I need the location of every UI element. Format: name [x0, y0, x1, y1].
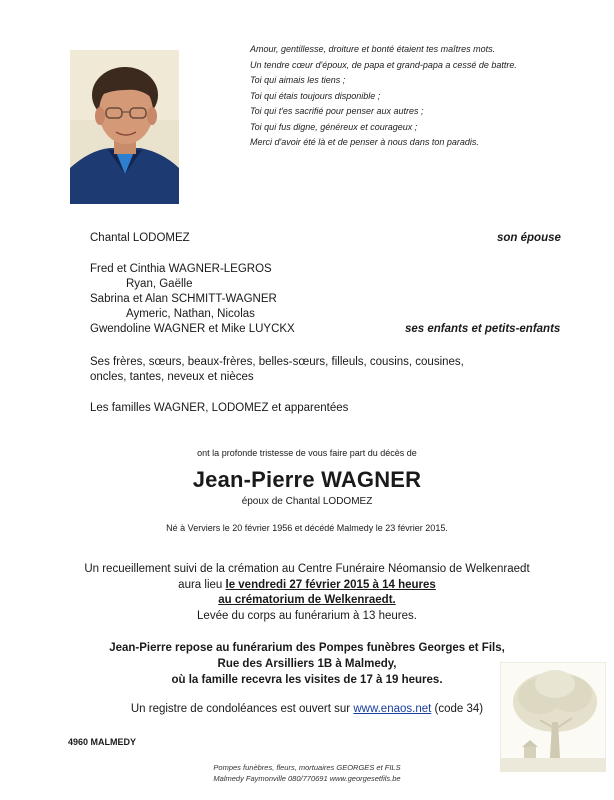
ceremony-details: [0, 562, 614, 624]
footer-line: Pompes funèbres, fleurs, mortuaires GEORGES et FILS: [213, 763, 401, 772]
poem: [250, 42, 590, 151]
deceased-name: Jean-Pierre WAGNER: [192, 467, 422, 492]
grandchildren: Ryan, Gaëlle: [126, 278, 193, 290]
spouse-name: Chantal LODOMEZ: [90, 232, 190, 244]
ceremony-location: au crématorium de Welkenraedt.: [218, 594, 396, 606]
announcement-intro: ont la profonde tristesse de vous faire part du décès de: [197, 448, 417, 458]
extended-families: Les familles WAGNER, LODOMEZ et apparentées: [90, 402, 349, 414]
poem-line: Un tendre cœur d'époux, de papa et grand-papa a cessé de battre.: [250, 59, 517, 70]
grandchildren: Aymeric, Nathan, Nicolas: [126, 308, 255, 320]
poem-line: Toi qui étais toujours disponible ;: [250, 90, 381, 101]
ceremony-prefix: aura lieu: [178, 578, 223, 591]
registry-code: (code 34): [434, 703, 484, 715]
siblings-line: Ses frères, sœurs, beaux-frères, belles-sœurs, filleuls, cousins, cousines,: [90, 356, 464, 368]
spouse-of: époux de Chantal LODOMEZ: [241, 496, 373, 507]
child-family: Gwendoline WAGNER et Mike LUYCKX: [90, 323, 295, 335]
viewing-line: où la famille recevra les visites de 17 à 19 heures.: [171, 674, 443, 686]
poem-line: Amour, gentillesse, droiture et bonté étaient tes maîtres mots.: [250, 44, 496, 54]
poem-line: Merci d'avoir été là et de penser à nous dans ton paradis.: [250, 137, 479, 147]
children-role: ses enfants et petits-enfants: [405, 323, 561, 335]
birth-death-dates: Né à Verviers le 20 février 1956 et décédé Malmedy le 23 février 2015.: [166, 523, 448, 533]
viewing-line: Rue des Arsilliers 1B à Malmedy,: [217, 658, 397, 670]
ceremony-line: Levée du corps au funérarium à 13 heures.: [197, 609, 417, 622]
siblings-line: oncles, tantes, neveux et nièces: [90, 371, 254, 383]
ceremony-date: le vendredi 27 février 2015 à 14 heures: [225, 578, 436, 591]
registry-prefix: Un registre de condoléances est ouvert sur: [130, 703, 351, 715]
portrait-photo: [70, 50, 179, 204]
funeral-home-footer: [0, 762, 614, 784]
spouse-role: son épouse: [497, 232, 561, 244]
town-postcode: 4960 MALMEDY: [68, 737, 137, 747]
tree-illustration: [500, 662, 606, 772]
footer-line: Malmedy Faymonville 080/770691 www.georgesetfils.be: [213, 774, 401, 783]
poem-line: Toi qui t'es sacrifié pour penser aux autres ;: [250, 106, 424, 116]
child-family: Fred et Cinthia WAGNER-LEGROS: [90, 263, 272, 275]
viewing-line: Jean-Pierre repose au funérarium des Pompes funèbres Georges et Fils,: [109, 642, 505, 654]
child-family: Sabrina et Alan SCHMITT-WAGNER: [90, 293, 277, 305]
ceremony-line: Un recueillement suivi de la crémation au Centre Funéraire Néomansio de Welkenraedt: [84, 563, 530, 575]
poem-line: Toi qui fus digne, généreux et courageux ;: [250, 121, 418, 132]
registry-link[interactable]: www.enaos.net: [353, 703, 432, 715]
poem-line: Toi qui aimais les tiens ;: [250, 75, 346, 85]
ceremony-line: [0, 578, 614, 594]
